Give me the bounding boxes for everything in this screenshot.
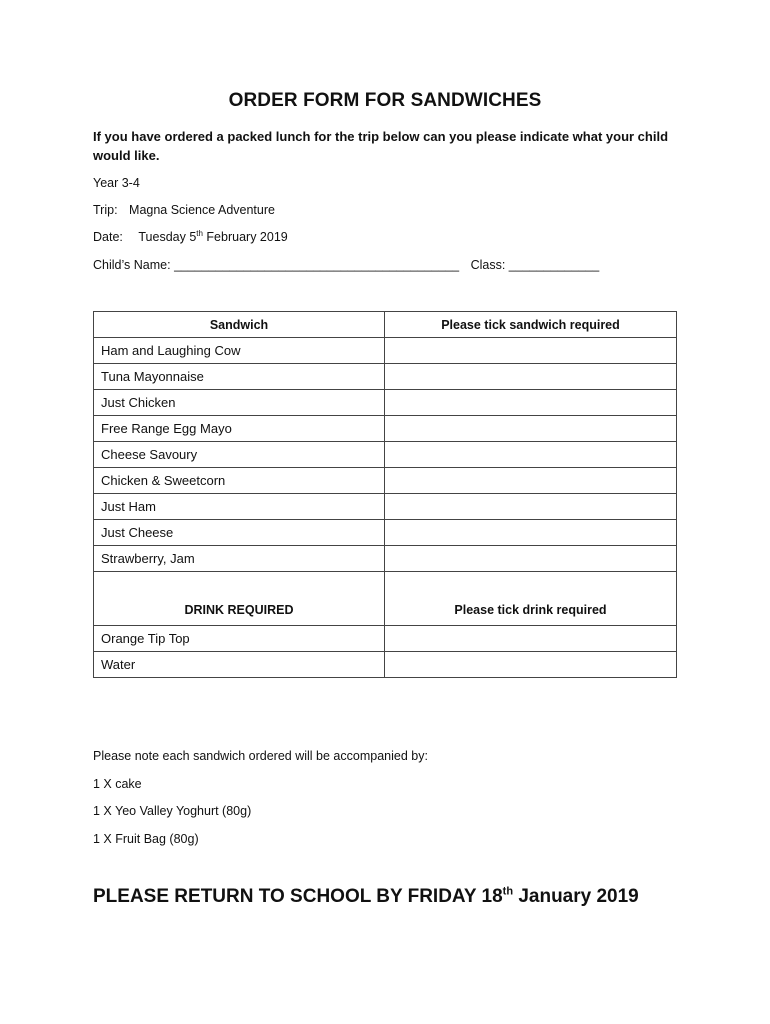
sandwich-row	[94, 442, 677, 468]
extra-item: 1 X Yeo Valley Yoghurt (80g)	[93, 804, 252, 818]
sandwich-name: Cheese Savoury	[94, 442, 385, 468]
child-name-label: Child’s Name:	[93, 258, 171, 272]
page-title: ORDER FORM FOR SANDWICHES	[228, 90, 542, 111]
drink-tick-column-header: Please tick drink required	[385, 572, 677, 626]
drink-row	[94, 652, 677, 678]
drink-name: Orange Tip Top	[94, 626, 385, 652]
sandwich-tick-cell[interactable]	[385, 468, 677, 494]
return-deadline: PLEASE RETURN TO SCHOOL BY FRIDAY 18th January 2019	[93, 885, 639, 907]
drink-column-header: DRINK REQUIRED	[94, 572, 385, 626]
sandwich-name: Tuna Mayonnaise	[94, 364, 385, 390]
tick-column-header: Please tick sandwich required	[385, 312, 677, 338]
sandwich-row	[94, 338, 677, 364]
sandwich-row	[94, 364, 677, 390]
accompaniment-note: Please note each sandwich ordered will be accompanied by:	[93, 749, 428, 763]
drink-tick-cell[interactable]	[385, 652, 677, 678]
extra-item: 1 X Fruit Bag (80g)	[93, 832, 199, 846]
child-name-field[interactable]: _________________________________________	[174, 258, 460, 272]
sandwich-row	[94, 468, 677, 494]
sandwich-name: Just Chicken	[94, 390, 385, 416]
date-label: Date:	[93, 230, 123, 244]
sandwich-row	[94, 416, 677, 442]
extra-item: 1 X cake	[93, 777, 142, 791]
date-value: Tuesday 5th February 2019	[138, 228, 288, 244]
table-header-row	[94, 312, 677, 338]
drink-name: Water	[94, 652, 385, 678]
drink-tick-cell[interactable]	[385, 626, 677, 652]
sandwich-name: Just Ham	[94, 494, 385, 520]
trip-line	[93, 203, 275, 217]
intro-text: If you have ordered a packed lunch for the trip below can you please indicate what your child would like.	[93, 129, 669, 163]
sandwich-tick-cell[interactable]	[385, 390, 677, 416]
sandwich-row	[94, 494, 677, 520]
sandwich-name: Strawberry, Jam	[94, 546, 385, 572]
sandwich-tick-cell[interactable]	[385, 364, 677, 390]
drink-header-row	[94, 572, 677, 626]
sandwich-name: Just Cheese	[94, 520, 385, 546]
sandwich-tick-cell[interactable]	[385, 338, 677, 364]
sandwich-name: Ham and Laughing Cow	[94, 338, 385, 364]
class-field[interactable]: _____________	[508, 258, 600, 272]
sandwich-row	[94, 520, 677, 546]
drink-row	[94, 626, 677, 652]
date-line	[93, 230, 288, 244]
sandwich-tick-cell[interactable]	[385, 416, 677, 442]
sandwich-row	[94, 390, 677, 416]
sandwich-row	[94, 546, 677, 572]
year-line: Year 3-4	[93, 176, 140, 190]
trip-value: Magna Science Adventure	[129, 203, 275, 217]
sandwich-order-table	[93, 311, 677, 678]
trip-label: Trip:	[93, 203, 118, 217]
sandwich-tick-cell[interactable]	[385, 442, 677, 468]
class-label: Class:	[470, 258, 506, 272]
child-name-line	[93, 258, 599, 272]
sandwich-tick-cell[interactable]	[385, 494, 677, 520]
sandwich-name: Chicken & Sweetcorn	[94, 468, 385, 494]
sandwich-tick-cell[interactable]	[385, 520, 677, 546]
sandwich-name: Free Range Egg Mayo	[94, 416, 385, 442]
sandwich-tick-cell[interactable]	[385, 546, 677, 572]
sandwich-column-header: Sandwich	[94, 312, 385, 338]
